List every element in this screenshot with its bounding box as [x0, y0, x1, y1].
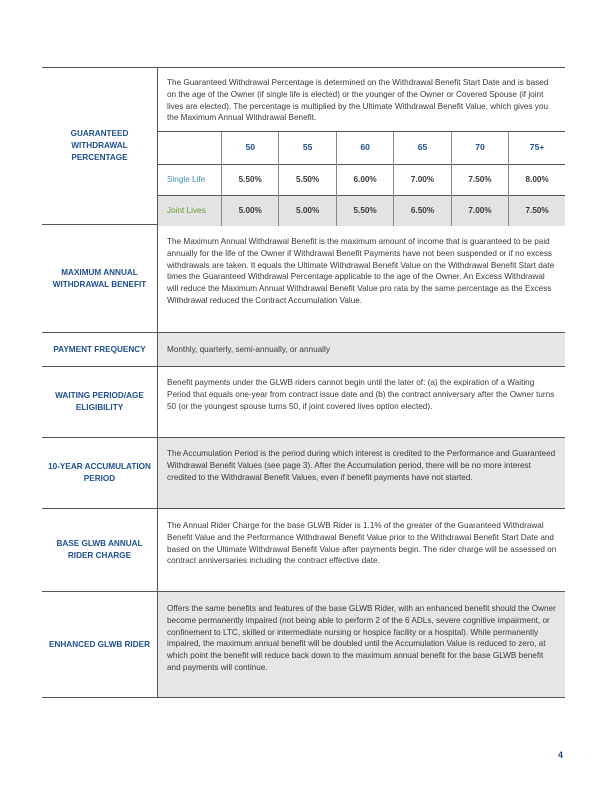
- row-maximum-annual-withdrawal-benefit: [42, 225, 565, 333]
- corner-cell: [158, 132, 222, 165]
- joint-lives-label: Joint Lives: [158, 196, 222, 227]
- joint-lives-row: [158, 196, 565, 227]
- row-enhanced-glwb-rider: [42, 592, 565, 698]
- row-content: Offers the same benefits and features of the base GLWB Rider, with an enhanced benefit should the Owner become permanently impaired (not being able to perform 2 of the 6 ADLs, severe cognitive impairment, or confinement to LTC, skilled or intermediate nursing or hospice facility or a hospital). While permanently impaired, the maximum annual benefit will be doubled until the Accumulation Value is reduced to zero, at which point the benefit will reduce back down to the maximum annual benefit for the base GLWB benefit and payments will continue.: [157, 592, 565, 697]
- row-label: GUARANTEED WITHDRAWAL PERCENTAGE: [70, 129, 129, 162]
- age-cell: 70: [451, 132, 508, 165]
- age-cell: 75+: [509, 132, 565, 165]
- row-label: ENHANCED GLWB RIDER: [49, 639, 150, 649]
- single-life-row: [158, 165, 565, 196]
- single-life-label: Single Life: [158, 165, 222, 196]
- age-header-row: [158, 132, 565, 165]
- age-cell: 65: [394, 132, 451, 165]
- row-payment-frequency: [42, 333, 565, 367]
- age-cell: 60: [336, 132, 393, 165]
- rate-cell: 7.00%: [394, 165, 451, 196]
- row-content: Benefit payments under the GLWB riders cannot begin until the later of: (a) the expiration of a Waiting Period that equals one-year from contract issue date and (b) the contract anniversary after the Owner turns 50 (or the youngest spouse turns 50, if joint covered lives option elected).: [157, 367, 565, 437]
- row-description: The Guaranteed Withdrawal Percentage is determined on the Withdrawal Benefit Start Date and is based on the age of the Owner (if single life is elected) or the younger of the Owner or Covered Spouse (if joint lives are elected). The percentage is multiplied by the Ultimate Withdrawal Benefit Value, which gives you the Maximum Annual Withdrawal Benefit.: [167, 78, 549, 123]
- page-number: 4: [558, 750, 564, 760]
- row-label: BASE GLWB ANNUAL RIDER CHARGE: [56, 539, 143, 560]
- rate-cell: 7.00%: [451, 196, 508, 227]
- row-annual-rider-charge: [42, 509, 565, 592]
- rate-cell: 8.00%: [509, 165, 565, 196]
- row-content: [157, 68, 565, 224]
- rate-cell: 5.50%: [279, 165, 336, 196]
- age-cell: 50: [222, 132, 279, 165]
- rate-cell: 7.50%: [509, 196, 565, 227]
- row-content: The Annual Rider Charge for the base GLWB Rider is 1.1% of the greater of the Guaranteed Withdrawal Benefit Value and the Performance Withdrawal Benefit Value prior to the Withdrawal Benefit Start Date and based on the Ultimate Withdrawal Benefit Value after payments begin. The rider charge will be assessed on contract anniversaries including the contract effective date.: [157, 509, 565, 591]
- row-label: PAYMENT FREQUENCY: [53, 344, 146, 354]
- rate-cell: 6.50%: [394, 196, 451, 227]
- row-waiting-period: [42, 367, 565, 438]
- row-label: WAITING PERIOD/AGE ELIGIBILITY: [55, 391, 144, 412]
- row-content: Monthly, quarterly, semi-annually, or annually: [157, 333, 565, 366]
- row-accumulation-period: [42, 438, 565, 509]
- age-cell: 55: [279, 132, 336, 165]
- rate-cell: 5.00%: [222, 196, 279, 227]
- rate-cell: 5.50%: [222, 165, 279, 196]
- rate-cell: 5.00%: [279, 196, 336, 227]
- row-label: 10-YEAR ACCUMULATION PERIOD: [48, 462, 151, 483]
- rate-cell: 7.50%: [451, 165, 508, 196]
- withdrawal-percentage-table: [158, 131, 565, 226]
- row-content: The Maximum Annual Withdrawal Benefit is the maximum amount of income that is guaranteed to be paid annually for the life of the Owner if Withdrawal Benefit Payments have not been suspended or if no excess withdrawals are taken. It equals the Ultimate Withdrawal Benefit Value on the Withdrawal Benefit Start date times the Guaranteed Withdrawal Percentage applicable to the age of the Owner. An Excess Withdrawal will reduce the Maximum Annual Withdrawal Benefit Value pro rata by the same percentage as the Excess Withdrawal reduced the Contract Accumulation Value.: [157, 225, 565, 332]
- rate-cell: 6.00%: [336, 165, 393, 196]
- row-content: The Accumulation Period is the period during which interest is credited to the Performance and Guaranteed Withdrawal Benefit Values (see page 3). After the Accumulation period, there will be no more interest credited to the Withdrawal Benefit Values, even if benefit payments have not started.: [157, 438, 565, 508]
- row-guaranteed-withdrawal-percentage: [42, 68, 565, 225]
- rider-features-table: [42, 67, 565, 698]
- rate-cell: 5.50%: [336, 196, 393, 227]
- row-label: MAXIMUM ANNUAL WITHDRAWAL BENEFIT: [52, 267, 147, 289]
